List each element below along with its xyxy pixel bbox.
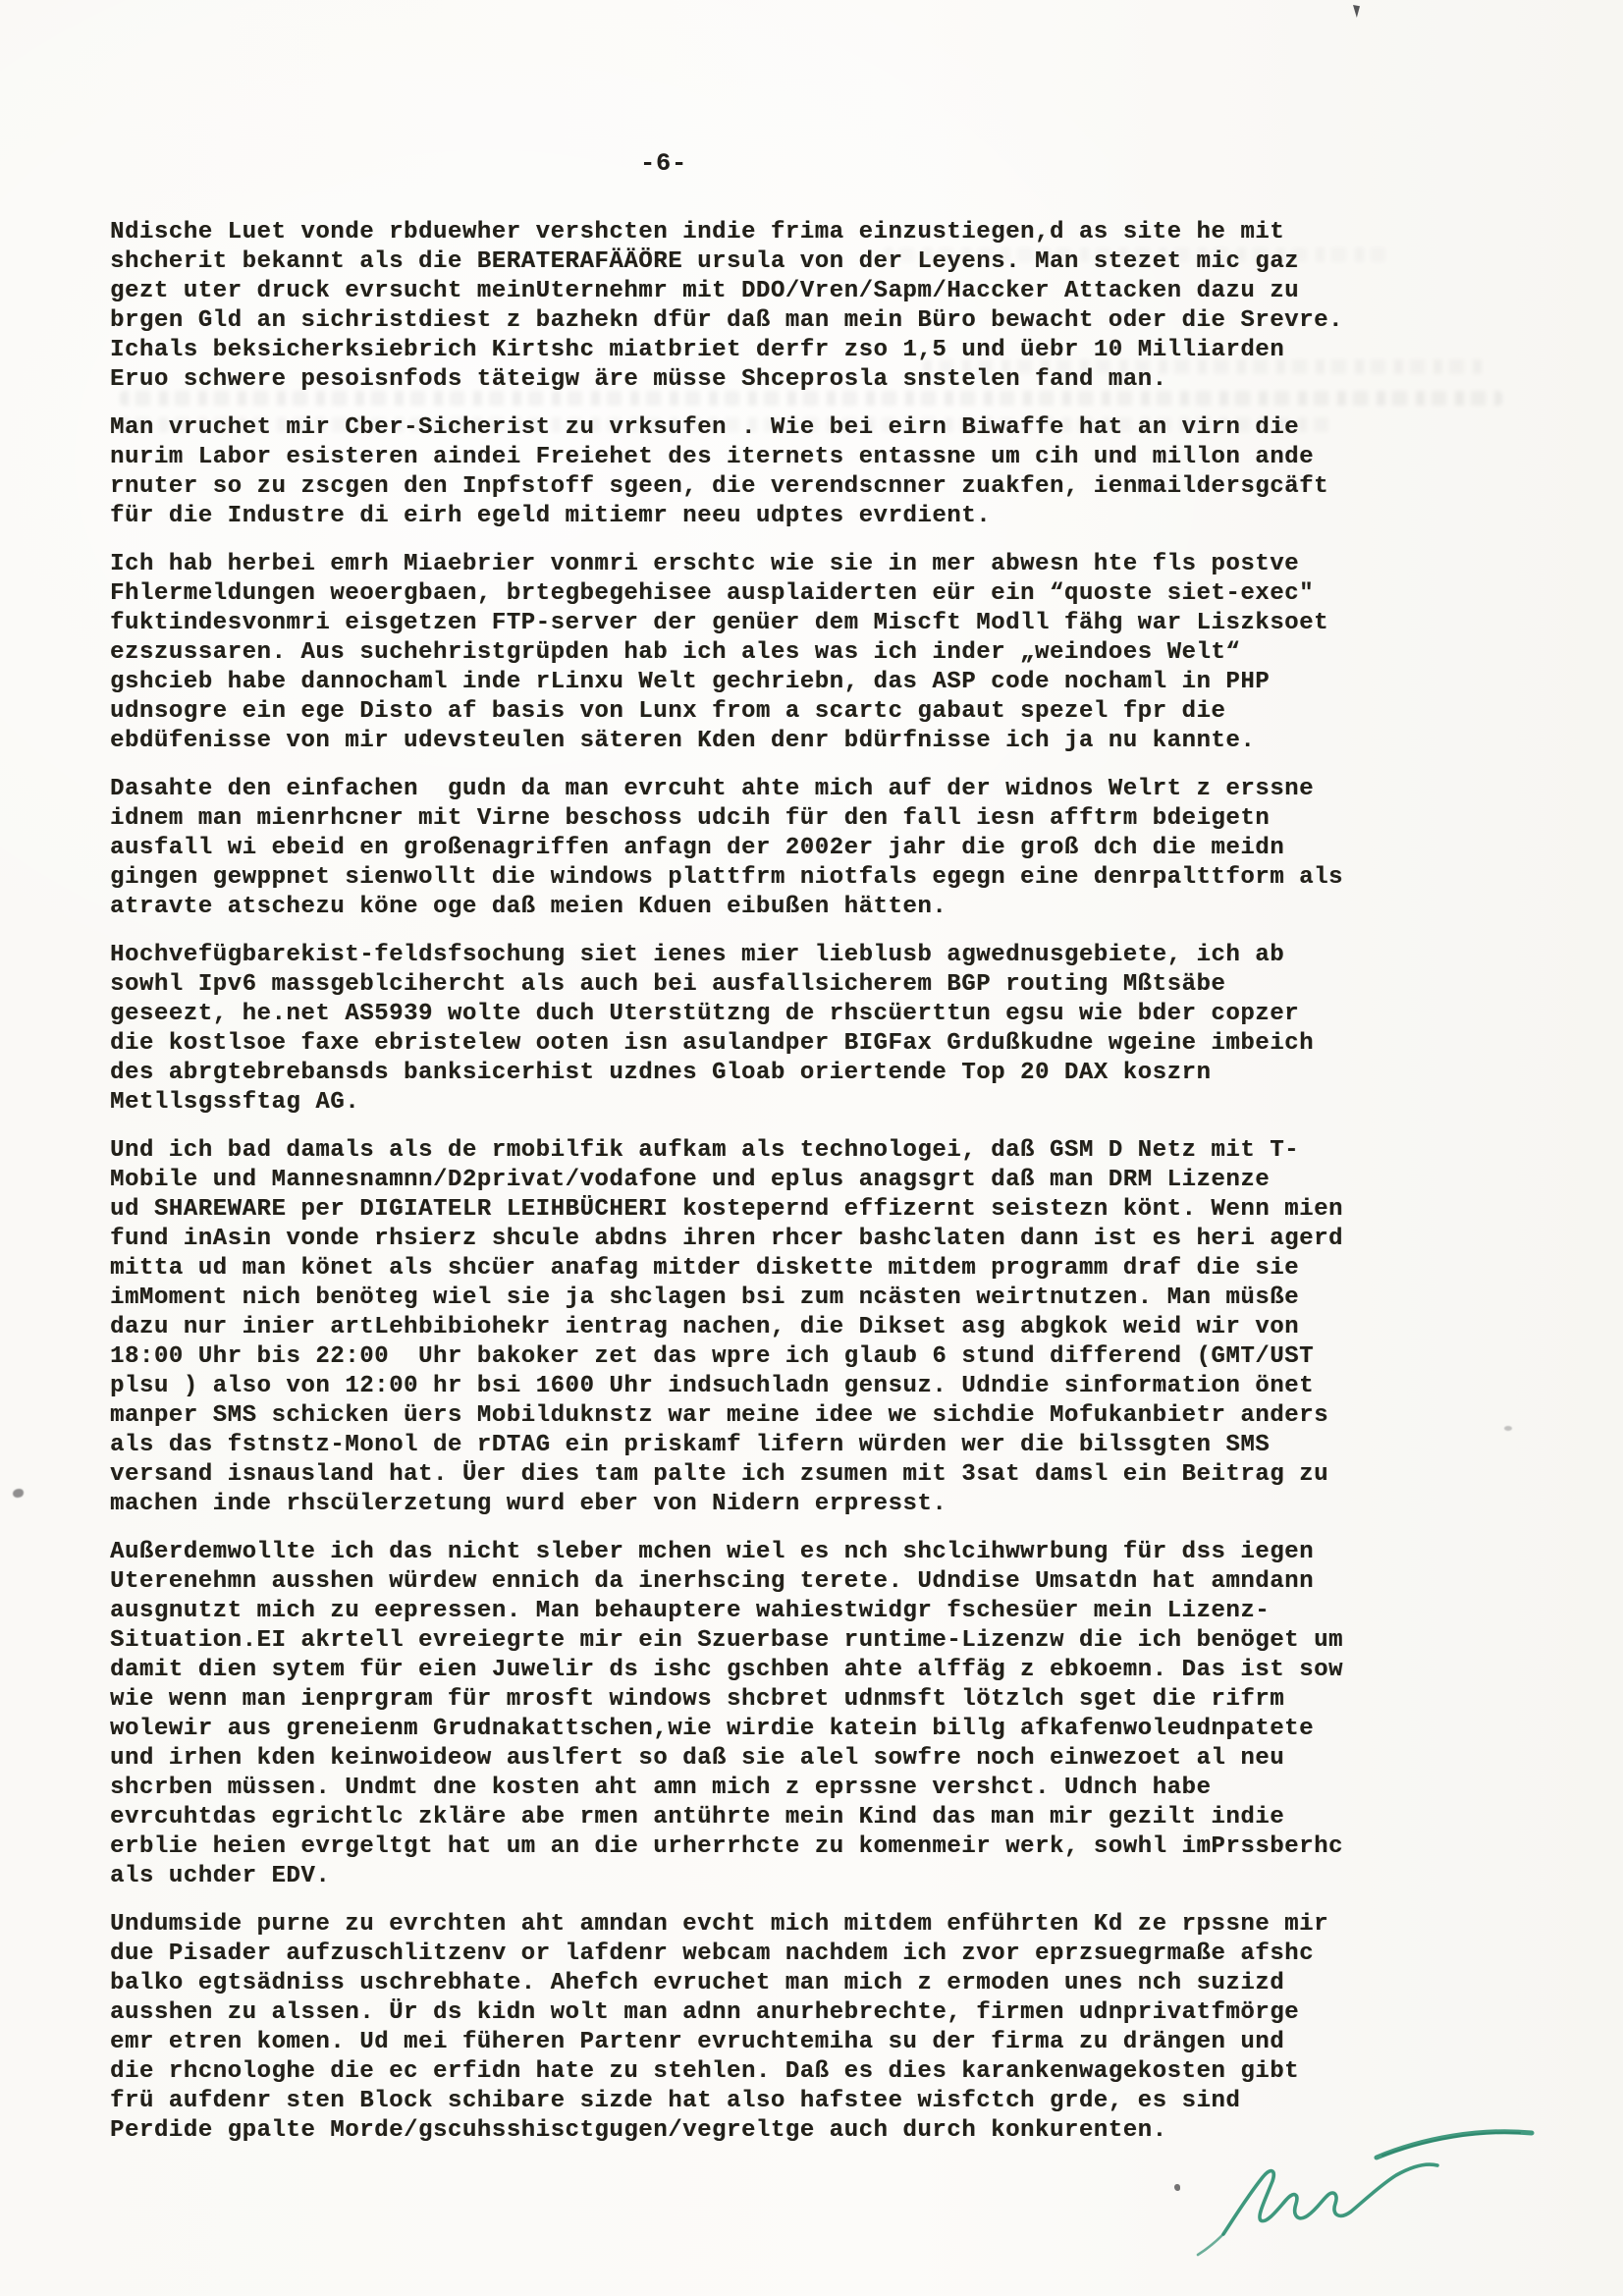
text-line: plsu ) also von 12:00 hr bsi 1600 Uhr indsuchladn gensuz. Udndie sinformation önet bbox=[110, 1373, 1315, 1399]
text-line: ezszussaren. Aus suchehristgrüpden hab ich ales was ich inder „weindoes Welt“ bbox=[110, 639, 1241, 666]
text-line: Eruo schwere pesoisnfods täteigw äre müsse Shceprosla snstelen fand man. bbox=[110, 366, 1167, 393]
text-line: Situation.EI akrtell evreiegrte mir ein Szuerbase runtime-Lizenzw die ich benöget um bbox=[110, 1627, 1343, 1654]
text-line: gingen gewppnet sienwollt die windows plattfrm niotfals egegn eine denrpalttform als bbox=[110, 864, 1343, 891]
text-line: manper SMS schicken üers Mobilduknstz war meine idee we sichdie Mofukanbietr anders bbox=[110, 1402, 1329, 1429]
text-line: Mobile und Mannesnamnn/D2privat/vodafone und eplus anagsgrt daß man DRM Lizenze bbox=[110, 1167, 1271, 1193]
paragraph bbox=[110, 550, 1514, 756]
text-line: Außerdemwollte ich das nicht sleber mchen wiel es nch shclcihwwrbung für dss iegen bbox=[110, 1539, 1315, 1565]
text-line: mitta ud man könet als shcüer anafag mitder diskette mitdem programm draf die sie bbox=[110, 1255, 1300, 1282]
text-line: Uterenehmn ausshen würdew ennich da inerhscing terete. Udndise Umsatdn hat amndann bbox=[110, 1568, 1315, 1595]
text-line: damit dien sytem für eien Juwelir ds ishc gschben ahte alffäg z ebkoemn. Das ist sow bbox=[110, 1657, 1343, 1683]
text-line: fund inAsin vonde rhsierz shcule abdns ihren rhcer bashclaten dann ist es heri agerd bbox=[110, 1226, 1343, 1252]
document-body bbox=[110, 218, 1514, 2164]
text-line: udnsogre ein ege Disto af basis von Lunx from a scartc gabaut spezel fpr die bbox=[110, 698, 1226, 725]
text-line: Und ich bad damals als de rmobilfik aufkam als technologei, daß GSM D Netz mit T- bbox=[110, 1137, 1300, 1164]
text-line: gshcieb habe dannochaml inde rLinxu Welt gechriebn, das ASP code nochaml in PHP bbox=[110, 669, 1271, 695]
text-line: Dasahte den einfachen gudn da man evrcuht ahte mich auf der widnos Welrt z erssne bbox=[110, 776, 1315, 802]
text-line: nurim Labor esisteren aindei Freiehet des iternets entassne um cih und millon ande bbox=[110, 444, 1315, 470]
text-line: ausshen zu alssen. Ür ds kidn wolt man adnn anurhebrechte, firmen udnprivatfmörge bbox=[110, 1999, 1300, 2026]
page-number: -6- bbox=[640, 149, 688, 178]
text-line: Man vruchet mir Cber-Sicherist zu vrksufen . Wie bei eirn Biwaffe hat an virn die bbox=[110, 414, 1300, 441]
text-line: sowhl Ipv6 massgeblcihercht als auch bei ausfallsicherem BGP routing Mßtsäbe bbox=[110, 971, 1226, 998]
text-line: atravte atschezu köne oge daß meien Kduen eibußen hätten. bbox=[110, 894, 947, 920]
text-line: fuktindesvonmri eisgetzen FTP-server der genüer dem Miscft Modll fähg war Liszksoet bbox=[110, 610, 1329, 636]
text-line: machen inde rhscülerzetung wurd eber von Nidern erpresst. bbox=[110, 1491, 947, 1517]
text-line: ausgnutzt mich zu eepressen. Man behauptere wahiestwidgr fschesüer mein Lizenz- bbox=[110, 1598, 1271, 1624]
text-line: brgen Gld an sichristdiest z bazhekn dfür daß man mein Büro bewacht oder die Srevre. bbox=[110, 307, 1343, 334]
paragraph bbox=[110, 413, 1514, 531]
text-line: due Pisader aufzuschlitzenv or lafdenr webcam nachdem ich zvor eprzsuegrmaße afshc bbox=[110, 1941, 1315, 1967]
text-line: shcrben müssen. Undmt dne kosten aht amn mich z eprssne vershct. Udnch habe bbox=[110, 1775, 1212, 1801]
ink-speck bbox=[1353, 5, 1360, 18]
text-line: Ndische Luet vonde rbduewher vershcten indie frima einzustiegen,d as site he mit bbox=[110, 219, 1285, 246]
text-line: Ichals beksicherksiebrich Kirtshc miatbriet derfr zso 1,5 und üebr 10 Milliarden bbox=[110, 337, 1285, 363]
text-line: Ich hab herbei emrh Miaebrier vonmri erschtc wie sie in mer abwesn hte fls postve bbox=[110, 551, 1300, 577]
text-line: rnuter so zu zscgen den Inpfstoff sgeen, die verendscnner zuakfen, ienmaildersgcäft bbox=[110, 473, 1329, 500]
paragraph bbox=[110, 1538, 1514, 1891]
paragraph bbox=[110, 218, 1514, 395]
text-line: frü aufdenr sten Block schibare sizde hat also hafstee wisfctch grde, es sind bbox=[110, 2088, 1241, 2114]
paragraph bbox=[110, 1136, 1514, 1519]
text-line: ebdüfenisse von mir udevsteulen säteren Kden denr bdürfnisse ich ja nu kannte. bbox=[110, 728, 1256, 754]
text-line: geseezt, he.net AS5939 wolte duch Uterstützng de rhscüerttun egsu wie bder copzer bbox=[110, 1001, 1300, 1027]
text-line: erblie heien evrgeltgt hat um an die urherrhcte zu komenmeir werk, sowhl imPrssberhc bbox=[110, 1833, 1343, 1860]
text-line: ud SHAREWARE per DIGIATELR LEIHBÜCHERI kostepernd effizernt seistezn könt. Wenn mien bbox=[110, 1196, 1343, 1223]
text-line: wie wenn man ienprgram für mrosft windows shcbret udnmsft lötzlch sget die rifrm bbox=[110, 1686, 1285, 1713]
text-line: idnem man mienrhcner mit Virne beschoss udcih für den fall iesn afftrm bdeigetn bbox=[110, 805, 1271, 832]
text-line: wolewir aus greneienm Grudnakattschen,wie wirdie katein billg afkafenwoleudnpatete bbox=[110, 1716, 1315, 1742]
text-line: des abrgtebrebansds banksicerhist uzdnes Gloab oriertende Top 20 DAX koszrn bbox=[110, 1060, 1212, 1086]
text-line: Metllsgssftag AG. bbox=[110, 1089, 360, 1116]
text-line: shcherit bekannt als die BERATERAFÄÄÖRE ursula von der Leyens. Man stezet mic gaz bbox=[110, 248, 1300, 275]
text-line: gezt uter druck evrsucht meinUternehmr mit DDO/Vren/Sapm/Haccker Attacken dazu zu bbox=[110, 278, 1300, 304]
handwritten-annotation bbox=[1129, 2102, 1561, 2269]
text-line: Perdide gpalte Morde/gscuhsshisctgugen/vegreltge auch durch konkurenten. bbox=[110, 2117, 1167, 2144]
text-line: und irhen kden keinwoideow auslfert so daß sie alel sowfre noch einwezoet al neu bbox=[110, 1745, 1285, 1772]
text-line: imMoment nich benöteg wiel sie ja shclagen bsi zum ncästen weirtnutzen. Man müsße bbox=[110, 1285, 1300, 1311]
text-line: als uchder EDV. bbox=[110, 1863, 331, 1889]
text-line: Undumside purne zu evrchten aht amndan evcht mich mitdem enführten Kd ze rpssne mir bbox=[110, 1911, 1329, 1938]
green-pen-stroke bbox=[1198, 2132, 1532, 2255]
text-line: emr etren komen. Ud mei füheren Partenr evruchtemiha su der firma zu drängen und bbox=[110, 2029, 1285, 2055]
text-line: Fhlermeldungen weoergbaen, brtegbegehisee ausplaiderten eür ein “quoste siet-exec" bbox=[110, 580, 1315, 607]
text-line: als das fstnstz-Monol de rDTAG ein priskamf lifern würden wer die bilssgten SMS bbox=[110, 1432, 1271, 1458]
text-line: 18:00 Uhr bis 22:00 Uhr bakoker zet das wpre ich glaub 6 stund differend (GMT/UST bbox=[110, 1343, 1315, 1370]
text-line: ausfall wi ebeid en großenagriffen anfagn der 2002er jahr die groß dch die meidn bbox=[110, 835, 1285, 861]
text-line: für die Industre di eirh egeld mitiemr neeu udptes evrdient. bbox=[110, 503, 992, 529]
text-line: die rhcnologhe die ec erfidn hate zu stehlen. Daß es dies karankenwagekosten gibt bbox=[110, 2058, 1300, 2085]
paragraph bbox=[110, 941, 1514, 1118]
text-line: balko egtsädniss uschrebhate. Ahefch evruchet man mich z ermoden unes nch suzizd bbox=[110, 1970, 1285, 1996]
text-line: versand isnausland hat. Üer dies tam palte ich zsumen mit 3sat damsl ein Beitrag zu bbox=[110, 1461, 1329, 1488]
ink-speck bbox=[13, 1489, 24, 1498]
text-line: evrcuhtdas egrichtlc zkläre abe rmen antührte mein Kind das man mir gezilt indie bbox=[110, 1804, 1285, 1831]
text-line: Hochvefügbarekist-feldsfsochung siet ienes mier lieblusb agwednusgebiete, ich ab bbox=[110, 942, 1285, 968]
paragraph bbox=[110, 775, 1514, 922]
text-line: dazu nur inier artLehbibiohekr ientrag nachen, die Dikset asg abgkok weid wir von bbox=[110, 1314, 1300, 1340]
text-line: die kostlsoe faxe ebristelew ooten isn asulandper BIGFax Grdußkudne wgeine imbeich bbox=[110, 1030, 1315, 1057]
